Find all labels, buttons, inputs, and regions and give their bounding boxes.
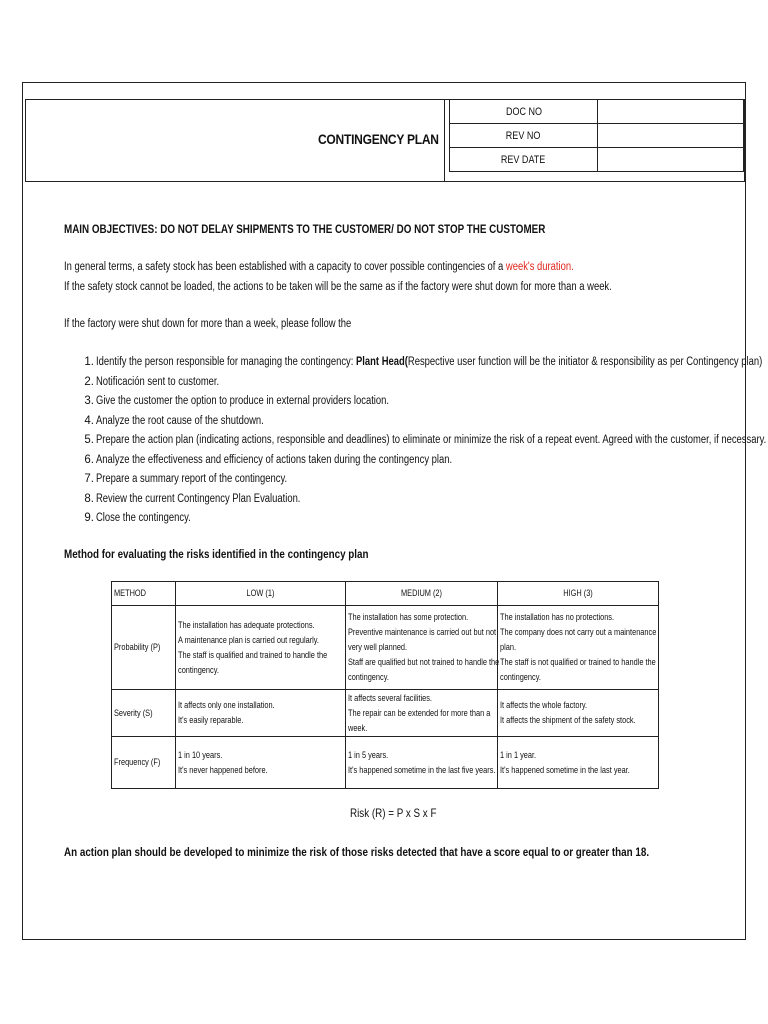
header-medium: MEDIUM (2) <box>346 582 498 606</box>
row-label: Probability (P) <box>112 606 176 690</box>
table-row <box>112 690 659 737</box>
cell-medium: 1 in 5 years. It's happened sometime in the last five years. <box>346 737 498 789</box>
risk-evaluation-table <box>111 581 659 789</box>
cell-high: The installation has no protections. The company does not carry out a maintenance plan. The staff is not qualified or trained to handle the contingency. <box>498 606 659 690</box>
risk-formula: Risk (R) = P x S x F <box>350 806 437 820</box>
general-terms-text: In general terms, a safety stock has been established with a capacity to cover possible contingencies of a <box>64 261 506 273</box>
cell-high: 1 in 1 year. It's happened sometime in the last year. <box>498 737 659 789</box>
conclusion-text: An action plan should be developed to minimize the risk of those risks detected that have a score equal to or greater than 18. <box>64 845 650 859</box>
meta-value[interactable] <box>598 100 744 124</box>
header-high: HIGH (3) <box>498 582 659 606</box>
cell-medium: The installation has some protection. Preventive maintenance is carried out but not very well planned. Staff are qualified but not trained to handle the contingency. <box>346 606 498 690</box>
table-row <box>112 606 659 690</box>
meta-row-rev-date <box>450 148 744 172</box>
header-low: LOW (1) <box>176 582 346 606</box>
meta-row-rev-no <box>450 124 744 148</box>
cell-low: 1 in 10 years. It's never happened before. <box>176 737 346 789</box>
general-terms-line <box>64 261 574 273</box>
meta-row-doc-no <box>450 100 744 124</box>
document-title: CONTINGENCY PLAN <box>318 131 439 147</box>
row-label: Frequency (F) <box>112 737 176 789</box>
shutdown-intro: If the factory were shut down for more than a week, please follow the <box>64 318 352 330</box>
main-objectives: MAIN OBJECTIVES: DO NOT DELAY SHIPMENTS TO THE CUSTOMER/ DO NOT STOP THE CUSTOMER <box>64 222 546 236</box>
cell-low: It affects only one installation. It's easily reparable. <box>176 690 346 737</box>
meta-value[interactable] <box>598 148 744 172</box>
table-row <box>112 737 659 789</box>
cell-high: It affects the whole factory. It affects the shipment of the safety stock. <box>498 690 659 737</box>
safety-stock-line: If the safety stock cannot be loaded, the actions to be taken will be the same as if the factory were shut down for more than a week. <box>64 281 612 293</box>
highlight-text: week's duration. <box>505 261 574 273</box>
method-title: Method for evaluating the risks identified in the contingency plan <box>64 547 369 561</box>
meta-value[interactable] <box>598 124 744 148</box>
header-method: METHOD <box>112 582 176 606</box>
meta-label: REV DATE <box>450 148 598 172</box>
cell-low: The installation has adequate protections. A maintenance plan is carried out regularly. The staff is qualified and trained to handle the contingency. <box>176 606 346 690</box>
row-label: Severity (S) <box>112 690 176 737</box>
meta-label: DOC NO <box>450 100 598 124</box>
table-header-row <box>112 582 659 606</box>
cell-medium: It affects several facilities. The repair can be extended for more than a week. <box>346 690 498 737</box>
meta-label: REV NO <box>450 124 598 148</box>
document-meta-table <box>449 99 744 172</box>
